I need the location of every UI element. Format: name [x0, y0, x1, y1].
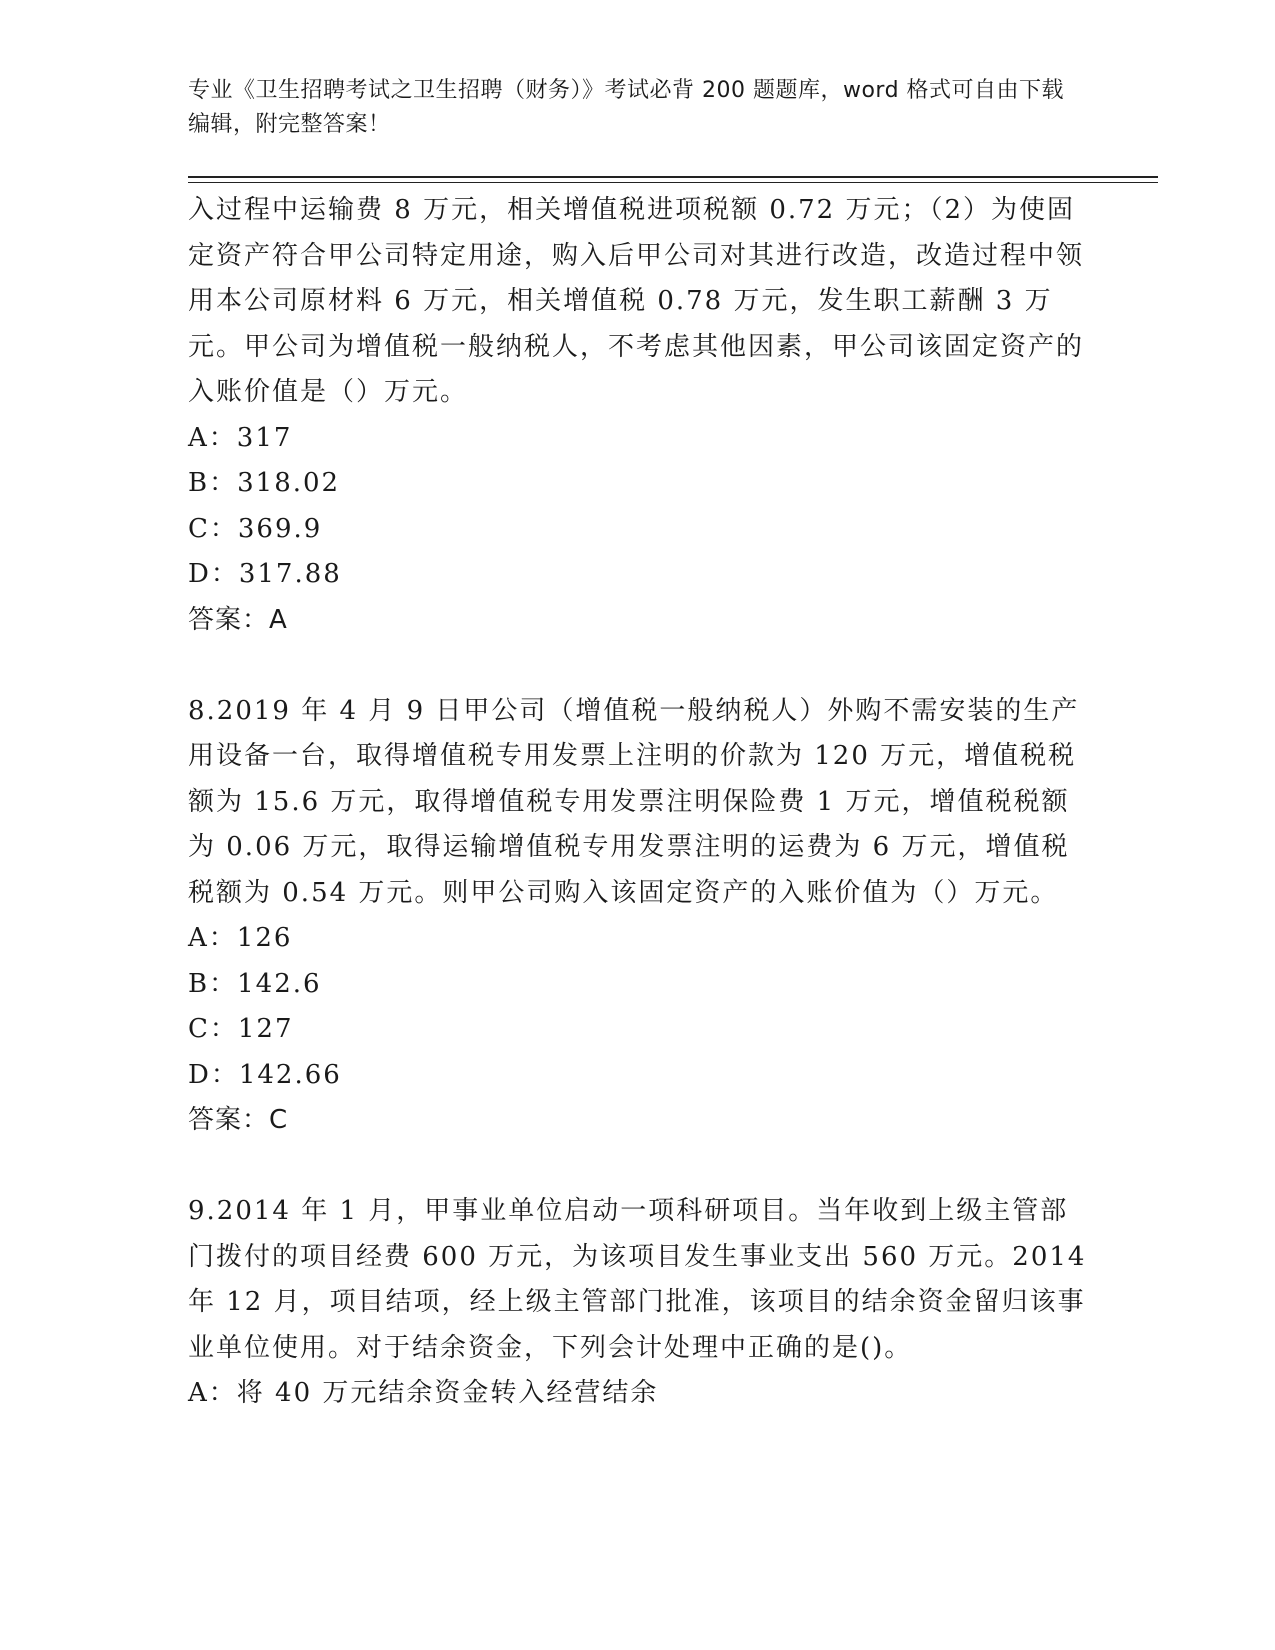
answer-line: 答案：A [188, 604, 288, 635]
header-divider-thin [188, 182, 1158, 183]
question-9 [188, 1189, 1088, 1417]
question-8 [188, 689, 1088, 1144]
answer-line: 答案：C [188, 1105, 289, 1135]
option-b: B：318.02 [188, 468, 341, 498]
question-text: 入过程中运输费 8 万元，相关增值税进项税额 0.72 万元；（2）为使固定资产符合甲公司特定用途，购入后甲公司对其进行改造，改造过程中领用本公司原材料 6 万元，相关增值税 0.78 万元，发生职工薪酬 3 万元。甲公司为增值税一般纳税人，不考虑其他因素，甲公司该固定资产的入账价值是（）万元。 [188, 195, 1085, 407]
option-a: A：126 [188, 923, 293, 953]
option-d: D：317.88 [188, 559, 342, 589]
spacer [188, 1144, 1088, 1190]
option-a: A：将 40 万元结余资金转入经营结余 [188, 1378, 659, 1408]
option-b: B：142.6 [188, 968, 322, 999]
option-d: D：142.66 [188, 1059, 342, 1090]
option-a: A：317 [188, 422, 293, 453]
option-c: C：369.9 [188, 513, 323, 544]
option-c: C：127 [188, 1014, 294, 1044]
question-7 [188, 188, 1088, 643]
question-text: 9.2014 年 1 月，甲事业单位启动一项科研项目。当年收到上级主管部门拨付的项目经费 600 万元，为该项目发生事业支出 560 万元。2014 年 12 月，项目结项，经上级主管部门批准，该项目的结余资金留归该事业单位使用。对于结余资金，下列会计处理中正确的是()。 [188, 1196, 1087, 1363]
question-text: 8.2019 年 4 月 9 日甲公司（增值税一般纳税人）外购不需安装的生产用设备一台，取得增值税专用发票上注明的价款为 120 万元，增值税税额为 15.6 万元，取得增值税专用发票注明保险费 1 万元，增值税税额为 0.06 万元，取得运输增值税专用发票注明的运费为 6 万元，增值税税额为 0.54 万元。则甲公司购入该固定资产的入账价值为（）万元。 [188, 695, 1080, 908]
header-divider-thick [188, 176, 1158, 178]
question-content [188, 188, 1088, 1417]
spacer [188, 643, 1088, 689]
page-header: 专业《卫生招聘考试之卫生招聘（财务）》考试必背 200 题题库，word 格式可自由下载编辑，附完整答案！ [188, 78, 1065, 137]
